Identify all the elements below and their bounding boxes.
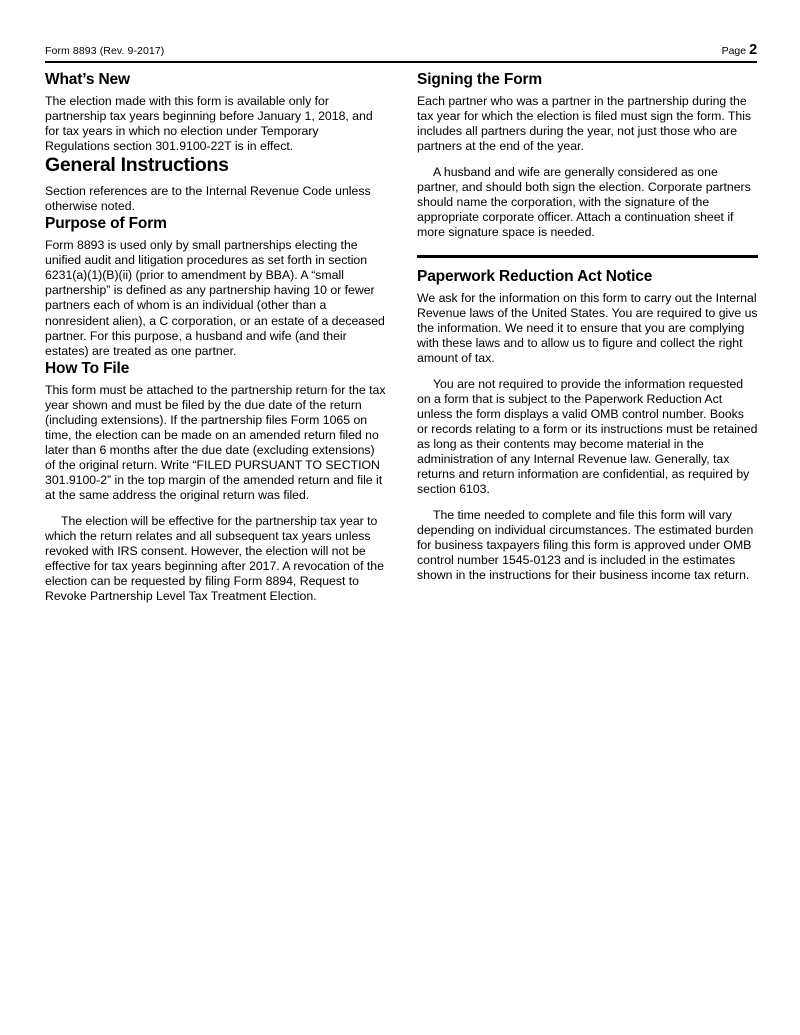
paragraph-whats-new: The election made with this form is available only for partnership tax years beginning before January 1, 2018, and for tax years in which no election under Temporary Regulations section 301.9100-22T is in effect. [45,94,373,154]
right-column [417,70,758,583]
paragraph-how-to-file-1: This form must be attached to the partnership return for the tax year shown and must be filed by the due date of the return (including extensions). If the partnership files Form 1065 on time, the election can be made on an amended return filed no later than 6 months after the due date (excluding extensions) of the original return. Write “FILED PURSUANT TO SECTION 301.9100-2” in the top margin of the amended return and file it at the same address the original return was filed. [45,382,386,502]
paragraph-how-to-file-2: The election will be effective for the partnership tax year to which the return relates and all subsequent tax years unless revoked with IRS consent. However, the election will not be effective for tax years beginning after 2017. A revocation of the election can be requested by filing Form 8894, Request to Revoke Partnership Level Tax Treatment Election. [45,514,384,604]
heading-paperwork-reduction-act-notice: Paperwork Reduction Act Notice [417,267,653,285]
page-label: Page [721,45,747,57]
paragraph-paperwork-1: We ask for the information on this form to carry out the Internal Revenue laws of the United States. You are required to give us the information. We need it to ensure that you are complying with these laws and to allow us to figure and collect the right amount of tax. [417,290,758,365]
page-number-group [722,44,757,58]
page-header [45,44,757,58]
heading-signing-the-form: Signing the Form [417,71,543,88]
heading-purpose-of-form: Purpose of Form [45,215,167,233]
paperwork-section-divider-rule [417,255,758,257]
heading-whats-new: What’s New [45,71,130,88]
paragraph-paperwork-3: The time needed to complete and file this form will vary depending on individual circumstances. The estimated burden for business taxpayers filing this form is approved under OMB control number 1545-0123 and is included in the estimates shown in the instructions for their business income tax return. [417,508,754,583]
paragraph-general-instructions: Section references are to the Internal Revenue Code unless otherwise noted. [45,184,371,214]
paragraph-purpose-of-form: Form 8893 is used only by small partnerships electing the unified audit and litigation procedures as set forth in section 6231(a)(1)(B)(ii) (prior to amendment by BBA). A “small partnership” is defined as any partnership having 10 or fewer partners each of whom is an individual (other than a nonresident alien), a C corporation, or an estate of a deceased partner. For this purpose, a husband and wife (and their estates) are treated as one partner. [45,238,385,358]
form-identifier: Form 8893 (Rev. 9-2017) [45,45,165,57]
left-column [45,70,386,604]
page-number: 2 [749,42,757,58]
paragraph-signing-the-form-1: Each partner who was a partner in the partnership during the tax year for which the election is filed must sign the form. This includes all partners during the year, not just those who are partners at the end of the year. [417,94,752,154]
paragraph-paperwork-2: You are not required to provide the information requested on a form that is subject to the Paperwork Reduction Act unless the form displays a valid OMB control number. Books or records relating to a form or its instructions must be retained as long as their contents may become material in the administration of any Internal Revenue law. Generally, tax returns and return information are confidential, as required by section 6103. [417,376,758,497]
paragraph-signing-the-form-2: A husband and wife are generally considered as one partner, and should both sign the election. Corporate partners should name the corporation, with the signature of the appropriate corporate officer. Attach a continuation sheet if more signature space is needed. [417,165,751,240]
heading-general-instructions: General Instructions [45,154,229,177]
header-divider-rule [45,61,757,63]
heading-how-to-file: How To File [45,359,130,377]
